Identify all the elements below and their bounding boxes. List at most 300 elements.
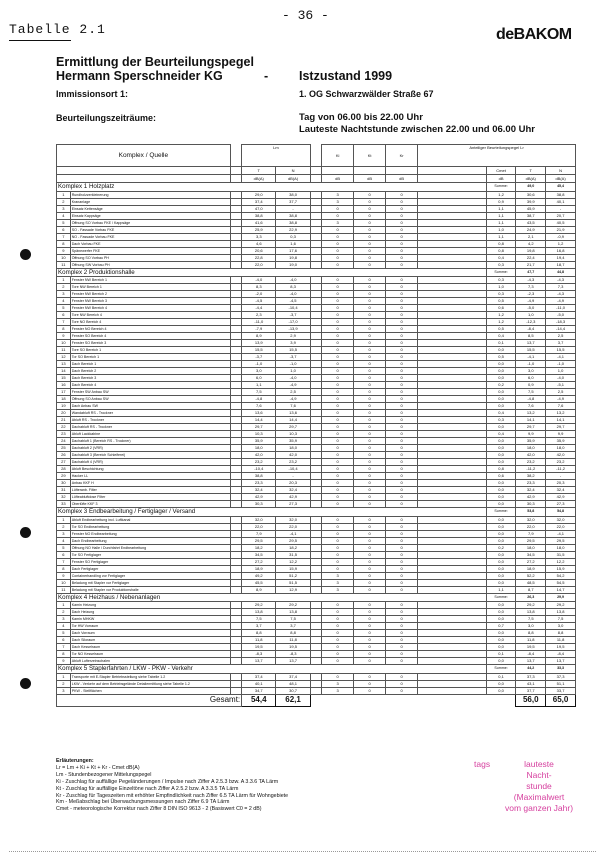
source-name: Dachabluft RS - Trockner bbox=[70, 424, 230, 431]
lr-t: 9,9 bbox=[516, 431, 546, 438]
source-name: Öffnung SO Vorbau PH bbox=[70, 254, 230, 261]
lm-n: 19,5 bbox=[276, 644, 310, 651]
spacer bbox=[230, 261, 241, 268]
source-name: Öffnung SW Vorbau PH bbox=[70, 261, 230, 268]
spacer bbox=[310, 298, 321, 305]
spacer bbox=[230, 233, 241, 240]
spacer bbox=[310, 565, 321, 572]
spacer bbox=[418, 431, 487, 438]
lr-n: -18,3 bbox=[546, 319, 576, 326]
lr-n: 7,5 bbox=[546, 616, 576, 623]
cmet: 0,2 bbox=[486, 544, 516, 551]
lm-t: 15,5 bbox=[242, 347, 276, 354]
kt: 0 bbox=[354, 673, 386, 680]
kr: 0 bbox=[386, 501, 418, 508]
spacer bbox=[310, 284, 321, 291]
lr-n: 13,7 bbox=[546, 658, 576, 665]
kr: 0 bbox=[386, 630, 418, 637]
table-row bbox=[57, 673, 576, 680]
table-row bbox=[57, 523, 576, 530]
kr: 0 bbox=[386, 651, 418, 658]
column-head-ki: Ki bbox=[322, 145, 354, 167]
spacer bbox=[418, 205, 487, 212]
lr-t: 35,9 bbox=[516, 438, 546, 445]
lm-t: -11,0 bbox=[242, 319, 276, 326]
lm-n: -17,0 bbox=[276, 319, 310, 326]
lr-n: 11,8 bbox=[546, 637, 576, 644]
cmet: 0,0 bbox=[486, 389, 516, 396]
row-number: 22 bbox=[57, 424, 71, 431]
spacer bbox=[230, 637, 241, 644]
row-number: 5 bbox=[57, 630, 71, 637]
lm-t: 8,9 bbox=[242, 333, 276, 340]
spacer bbox=[310, 644, 321, 651]
lr-t: -8,4 bbox=[516, 326, 546, 333]
kr: 0 bbox=[386, 219, 418, 226]
table-row bbox=[57, 226, 576, 233]
unit-kr: dB bbox=[386, 175, 418, 183]
table-row bbox=[57, 530, 576, 537]
spacer bbox=[230, 340, 241, 347]
lm-t: 42,9 bbox=[242, 494, 276, 501]
spacer bbox=[310, 572, 321, 579]
lm-t: 29,5 bbox=[242, 537, 276, 544]
row-number: 1 bbox=[57, 277, 71, 284]
lm-t: 14,4 bbox=[242, 417, 276, 424]
column-head-lm-t: T bbox=[242, 167, 276, 175]
spacer bbox=[310, 602, 321, 609]
title-dash: - bbox=[264, 69, 269, 83]
source-name: Einsatz Kappsäge bbox=[70, 212, 230, 219]
lm-n: 17,6 bbox=[276, 247, 310, 254]
spacer bbox=[418, 319, 487, 326]
cmet: 0,0 bbox=[486, 637, 516, 644]
source-name: Dachabluft 3 (Bereich Schleiferei) bbox=[70, 452, 230, 459]
heading-underline bbox=[9, 40, 71, 41]
kr: 0 bbox=[386, 191, 418, 198]
spacer bbox=[418, 375, 487, 382]
kr: 0 bbox=[386, 198, 418, 205]
lm-n: -4,0 bbox=[276, 277, 310, 284]
row-number: 24 bbox=[57, 438, 71, 445]
lm-t: 13,8 bbox=[242, 609, 276, 616]
lm-t: 3,7 bbox=[242, 623, 276, 630]
lr-t: 37,3 bbox=[516, 673, 546, 680]
table-row bbox=[57, 382, 576, 389]
ki: 0 bbox=[322, 487, 354, 494]
lm-n: -4,0 bbox=[276, 291, 310, 298]
ki: 0 bbox=[322, 616, 354, 623]
lr-n: 15,5 bbox=[546, 347, 576, 354]
spacer bbox=[310, 466, 321, 473]
spacer bbox=[418, 326, 487, 333]
lm-t: -4,8 bbox=[242, 396, 276, 403]
spacer bbox=[230, 473, 241, 480]
spacer bbox=[230, 305, 241, 312]
lr-t: -8,4 bbox=[516, 651, 546, 658]
spacer bbox=[310, 333, 321, 340]
table-row bbox=[57, 516, 576, 523]
spacer bbox=[310, 326, 321, 333]
lr-t: 30,6 bbox=[516, 191, 546, 198]
spacer bbox=[418, 424, 487, 431]
kr: 0 bbox=[386, 205, 418, 212]
lr-n: -11,0 bbox=[546, 305, 576, 312]
lr-n: 1,2 bbox=[546, 240, 576, 247]
cmet: 0,6 bbox=[486, 473, 516, 480]
table-row bbox=[57, 644, 576, 651]
lr-n: -0,9 bbox=[546, 233, 576, 240]
spacer bbox=[418, 438, 487, 445]
table-row bbox=[57, 319, 576, 326]
source-name: Abluft Lackkabine bbox=[70, 431, 230, 438]
lm-t: 22,0 bbox=[242, 261, 276, 268]
spacer bbox=[230, 565, 241, 572]
kr: 0 bbox=[386, 247, 418, 254]
lr-n: 42,0 bbox=[546, 452, 576, 459]
section-sum-n: 45,4 bbox=[546, 183, 576, 192]
table-row bbox=[57, 602, 576, 609]
row-number: 3 bbox=[57, 291, 71, 298]
spacer bbox=[310, 687, 321, 694]
kr: 0 bbox=[386, 480, 418, 487]
row-number: 4 bbox=[57, 623, 71, 630]
cmet: 0,0 bbox=[486, 396, 516, 403]
kr: 0 bbox=[386, 558, 418, 565]
spacer bbox=[418, 219, 487, 226]
cmet: 0,0 bbox=[486, 523, 516, 530]
spacer bbox=[310, 240, 321, 247]
lm-n: 42,9 bbox=[276, 494, 310, 501]
lm-t: 42,0 bbox=[242, 452, 276, 459]
kr: 0 bbox=[386, 417, 418, 424]
table-label: Tabelle 2.1 bbox=[9, 22, 106, 37]
punch-hole-1 bbox=[20, 249, 31, 260]
lr-t: 21,7 bbox=[516, 261, 546, 268]
lr-n: 40,5 bbox=[546, 219, 576, 226]
spacer bbox=[230, 623, 241, 630]
source-name: Abluft RS - Trockner bbox=[70, 417, 230, 424]
row-number: 1 bbox=[57, 673, 71, 680]
kr: 0 bbox=[386, 530, 418, 537]
row-number: 7 bbox=[57, 644, 71, 651]
kt: 0 bbox=[354, 516, 386, 523]
ki: 0 bbox=[322, 277, 354, 284]
lr-t: 2,1 bbox=[516, 233, 546, 240]
cmet: 1,1 bbox=[486, 586, 516, 593]
cmet: 0,4 bbox=[486, 431, 516, 438]
kr: 0 bbox=[386, 298, 418, 305]
spacer bbox=[418, 403, 487, 410]
lm-t: 4,6 bbox=[242, 240, 276, 247]
ki: 0 bbox=[322, 284, 354, 291]
lr-t: 19,8 bbox=[516, 247, 546, 254]
spacer bbox=[230, 375, 241, 382]
row-number: 4 bbox=[57, 212, 71, 219]
spacer bbox=[418, 340, 487, 347]
lr-n: 22,0 bbox=[546, 523, 576, 530]
legend-line: Kt - Zuschlag für auffällige Einzeltöne nach Ziffer A 2.5.2 bzw. A 3.3.5 TA Lärm bbox=[56, 785, 239, 792]
spacer bbox=[418, 333, 487, 340]
spacer bbox=[418, 644, 487, 651]
kt: 0 bbox=[354, 226, 386, 233]
source-name: Fenster NO Bereich 4 bbox=[70, 326, 230, 333]
row-number: 4 bbox=[57, 298, 71, 305]
row-number: 13 bbox=[57, 361, 71, 368]
lm-n: 18,0 bbox=[276, 445, 310, 452]
lr-t: 24,9 bbox=[516, 226, 546, 233]
lm-t: 22,8 bbox=[242, 254, 276, 261]
cmet: 0,0 bbox=[486, 501, 516, 508]
ki: 0 bbox=[322, 261, 354, 268]
ki: 0 bbox=[322, 673, 354, 680]
kr: 0 bbox=[386, 473, 418, 480]
ki: 0 bbox=[322, 361, 354, 368]
spacer bbox=[230, 466, 241, 473]
spacer bbox=[418, 473, 487, 480]
lm-n: - bbox=[276, 473, 310, 480]
spacer bbox=[310, 459, 321, 466]
spacer bbox=[418, 673, 487, 680]
kr: 0 bbox=[386, 389, 418, 396]
lm-n: 2,5 bbox=[276, 389, 310, 396]
kt: 0 bbox=[354, 438, 386, 445]
lm-t: 7,5 bbox=[242, 616, 276, 623]
page-number: - 36 - bbox=[282, 8, 329, 23]
lm-n: 12,9 bbox=[276, 586, 310, 593]
total-lr-n: 65,0 bbox=[546, 694, 576, 706]
spacer bbox=[310, 445, 321, 452]
table-row bbox=[57, 651, 576, 658]
legend-line: Lm - Stundenbezogener Mittelungspegel bbox=[56, 771, 152, 778]
note-line: lauteste bbox=[524, 759, 554, 769]
kt: 0 bbox=[354, 424, 386, 431]
table-row bbox=[57, 396, 576, 403]
ki: 0 bbox=[322, 501, 354, 508]
lr-n: -8,4 bbox=[546, 651, 576, 658]
spacer bbox=[310, 630, 321, 637]
row-number: 4 bbox=[57, 537, 71, 544]
lm-t: 8,8 bbox=[242, 630, 276, 637]
lm-t: -4,4 bbox=[242, 305, 276, 312]
spacer bbox=[230, 382, 241, 389]
kt: 0 bbox=[354, 340, 386, 347]
spacer bbox=[230, 480, 241, 487]
spacer bbox=[310, 375, 321, 382]
cmet: 1,1 bbox=[486, 233, 516, 240]
table-row bbox=[57, 347, 576, 354]
cmet: 0,0 bbox=[486, 459, 516, 466]
lr-t: 15,5 bbox=[516, 347, 546, 354]
table-row bbox=[57, 247, 576, 254]
lr-t: -1,0 bbox=[516, 361, 546, 368]
lm-n: 0,3 bbox=[276, 233, 310, 240]
spacer bbox=[230, 438, 241, 445]
lm-n: 12,2 bbox=[276, 558, 310, 565]
kr: 0 bbox=[386, 572, 418, 579]
kt: 0 bbox=[354, 586, 386, 593]
lr-n: -4,3 bbox=[546, 277, 576, 284]
lr-t: 8,8 bbox=[516, 630, 546, 637]
spacer bbox=[418, 212, 487, 219]
total-lm-t: 54,4 bbox=[242, 694, 276, 706]
spacer bbox=[230, 658, 241, 665]
source-name: Dachabluft 1 (Bereich RS - Trockner) bbox=[70, 438, 230, 445]
row-number: 5 bbox=[57, 305, 71, 312]
table-row bbox=[57, 389, 576, 396]
table-row bbox=[57, 579, 576, 586]
spacer bbox=[310, 480, 321, 487]
ki: 0 bbox=[322, 410, 354, 417]
kr: 0 bbox=[386, 233, 418, 240]
spacer bbox=[310, 319, 321, 326]
kt: 0 bbox=[354, 572, 386, 579]
cmet: 0,4 bbox=[486, 254, 516, 261]
row-number: 2 bbox=[57, 284, 71, 291]
total-row bbox=[57, 694, 576, 706]
source-name: Hacker LL bbox=[70, 473, 230, 480]
cmet: 0,0 bbox=[486, 572, 516, 579]
table-row bbox=[57, 466, 576, 473]
table-row bbox=[57, 219, 576, 226]
cmet: 0,0 bbox=[486, 438, 516, 445]
cmet: 0,3 bbox=[486, 277, 516, 284]
spacer bbox=[230, 312, 241, 319]
lr-t: -4,8 bbox=[516, 396, 546, 403]
lr-n: 37,3 bbox=[546, 673, 576, 680]
cmet: 0,0 bbox=[486, 537, 516, 544]
spacer bbox=[418, 687, 487, 694]
source-name: Tor NO Kesselraum bbox=[70, 651, 230, 658]
spacer bbox=[418, 630, 487, 637]
kt: 0 bbox=[354, 417, 386, 424]
source-name: Kamin MHKW bbox=[70, 616, 230, 623]
lm-t: 3,0 bbox=[242, 368, 276, 375]
lm-n: -10,4 bbox=[276, 305, 310, 312]
lr-t: 48,5 bbox=[516, 579, 546, 586]
spacer bbox=[310, 487, 321, 494]
lr-n: 29,5 bbox=[546, 537, 576, 544]
spacer bbox=[230, 537, 241, 544]
ki: 3 bbox=[322, 191, 354, 198]
table-row bbox=[57, 298, 576, 305]
kt: 0 bbox=[354, 326, 386, 333]
ki: 0 bbox=[322, 354, 354, 361]
ki: 0 bbox=[322, 247, 354, 254]
spacer bbox=[310, 431, 321, 438]
column-head-source: Komplex / Quelle bbox=[57, 145, 231, 167]
kt: 0 bbox=[354, 277, 386, 284]
spacer bbox=[418, 361, 487, 368]
spacer bbox=[418, 247, 487, 254]
lm-n: -13,9 bbox=[276, 326, 310, 333]
kr: 0 bbox=[386, 537, 418, 544]
cmet: 0,8 bbox=[486, 466, 516, 473]
source-name: Fenster SO Bereich 4 bbox=[70, 333, 230, 340]
table-row bbox=[57, 240, 576, 247]
legend-line: Kr - Zuschlag für Tageszeiten mit erhöhter Empfindlichkeit nach Ziffer 6.5 TA Lärm für Wohngebiete bbox=[56, 792, 289, 799]
lr-n: 29,2 bbox=[546, 602, 576, 609]
spacer bbox=[230, 431, 241, 438]
ki: 0 bbox=[322, 644, 354, 651]
spacer bbox=[230, 424, 241, 431]
note-line: stunde bbox=[526, 781, 552, 791]
lr-t: 0,9 bbox=[516, 382, 546, 389]
table-row bbox=[57, 340, 576, 347]
section-sum-n: 33,3 bbox=[546, 665, 576, 674]
lr-n: 31,5 bbox=[546, 551, 576, 558]
row-number: 10 bbox=[57, 579, 71, 586]
table-row bbox=[57, 261, 576, 268]
kt: 0 bbox=[354, 305, 386, 312]
lm-t: 29,0 bbox=[242, 191, 276, 198]
spacer bbox=[310, 191, 321, 198]
source-name: Beladung mit Stapler vor Produktionshalle bbox=[70, 586, 230, 593]
spacer bbox=[418, 466, 487, 473]
lr-t: 52,2 bbox=[516, 572, 546, 579]
spacer bbox=[310, 651, 321, 658]
row-number: 8 bbox=[57, 565, 71, 572]
spacer bbox=[418, 558, 487, 565]
row-number: 31 bbox=[57, 487, 71, 494]
spacer bbox=[310, 424, 321, 431]
lm-n: -4,9 bbox=[276, 382, 310, 389]
section-row bbox=[57, 183, 576, 192]
source-name: Fenster NW Bereich 3 bbox=[70, 298, 230, 305]
lr-t: 7,3 bbox=[516, 284, 546, 291]
spacer bbox=[230, 333, 241, 340]
kr: 0 bbox=[386, 544, 418, 551]
ki: 0 bbox=[322, 623, 354, 630]
kr: 0 bbox=[386, 277, 418, 284]
row-number: 9 bbox=[57, 247, 71, 254]
source-name: Fenster SO Bereich 3 bbox=[70, 340, 230, 347]
spacer bbox=[310, 694, 516, 706]
ki: 0 bbox=[322, 417, 354, 424]
cmet: 1,2 bbox=[486, 312, 516, 319]
kt: 0 bbox=[354, 452, 386, 459]
lr-n: -4,9 bbox=[546, 396, 576, 403]
column-head-cmet: Cmet bbox=[486, 167, 516, 175]
row-number: 1 bbox=[57, 602, 71, 609]
lm-n: -1,0 bbox=[276, 361, 310, 368]
lr-n: -11,2 bbox=[546, 466, 576, 473]
lm-t: 3,3 bbox=[242, 233, 276, 240]
section-row bbox=[57, 508, 576, 517]
table-row bbox=[57, 205, 576, 212]
lm-n: 14,4 bbox=[276, 417, 310, 424]
lr-n: 12,2 bbox=[546, 558, 576, 565]
spacer bbox=[230, 212, 241, 219]
kr: 0 bbox=[386, 424, 418, 431]
kt: 0 bbox=[354, 551, 386, 558]
lm-t: 23,2 bbox=[242, 459, 276, 466]
ki: 3 bbox=[322, 579, 354, 586]
source-name: Dachabluft 2 (VRR) bbox=[70, 445, 230, 452]
cmet: 0,0 bbox=[486, 403, 516, 410]
ki: 0 bbox=[322, 403, 354, 410]
ki: 0 bbox=[322, 544, 354, 551]
lm-n: 20,3 bbox=[276, 480, 310, 487]
row-number: 28 bbox=[57, 466, 71, 473]
spacer bbox=[310, 354, 321, 361]
lm-t: 47,0 bbox=[242, 205, 276, 212]
lm-t: -8,3 bbox=[242, 651, 276, 658]
table-row bbox=[57, 361, 576, 368]
spacer bbox=[418, 523, 487, 530]
spacer bbox=[310, 361, 321, 368]
lm-n: 38,0 bbox=[276, 191, 310, 198]
